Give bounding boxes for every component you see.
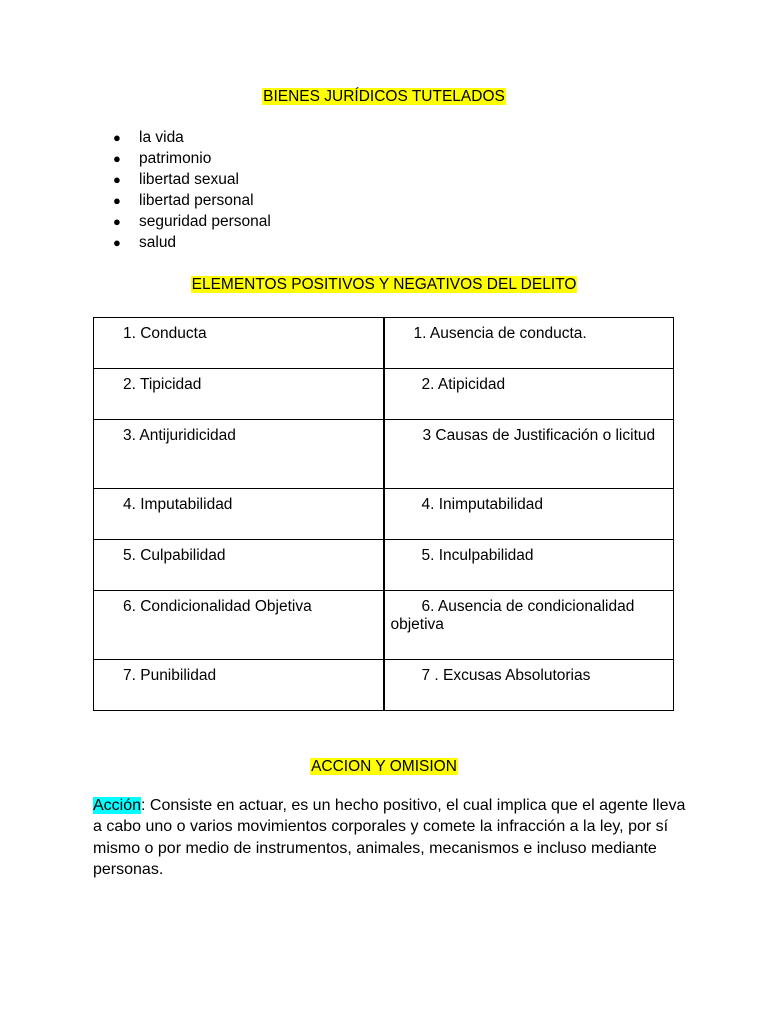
bullet-icon: ● <box>113 130 121 145</box>
heading-bienes-juridicos <box>0 87 768 107</box>
list-item-text: la vida <box>139 129 184 146</box>
negative-cell: 1. Ausencia de conducta. <box>384 318 674 369</box>
positive-cell: 5. Culpabilidad <box>94 540 384 591</box>
heading-text: ELEMENTOS POSITIVOS Y NEGATIVOS DEL DELITO <box>191 276 577 293</box>
list-item <box>113 190 271 211</box>
positive-cell: 4. Imputabilidad <box>94 489 384 540</box>
positive-cell: 7. Punibilidad <box>94 660 384 711</box>
table-row <box>94 318 674 369</box>
heading-text: ACCION Y OMISION <box>311 758 457 775</box>
bullet-icon: ● <box>113 193 121 208</box>
list-item-text: salud <box>139 234 177 251</box>
list-item <box>113 127 271 148</box>
accion-paragraph <box>93 795 693 880</box>
table-row <box>94 489 674 540</box>
heading-text: BIENES JURÍDICOS TUTELADOS <box>263 88 505 105</box>
positive-cell: 1. Conducta <box>94 318 384 369</box>
positive-cell: 2. Tipicidad <box>94 369 384 420</box>
negative-cell: 3 Causas de Justificación o licitud <box>384 420 674 489</box>
term-accion: Acción <box>93 797 142 814</box>
table-row <box>94 420 674 489</box>
positive-cell: 3. Antijuridicidad <box>94 420 384 489</box>
bullet-icon: ● <box>113 151 121 166</box>
table-row <box>94 660 674 711</box>
list-item <box>113 148 271 169</box>
elementos-table <box>93 317 674 711</box>
list-item-text: libertad sexual <box>139 171 239 188</box>
negative-cell: 7 . Excusas Absolutorias <box>384 660 674 711</box>
bullet-icon: ● <box>113 235 121 250</box>
bullet-icon: ● <box>113 172 121 187</box>
heading-elementos-delito <box>0 275 768 295</box>
negative-cell: 6. Ausencia de condicionalidad objetiva <box>384 591 674 660</box>
definition-text: : Consiste en actuar, es un hecho positivo, el cual implica que el agente lleva a cabo uno o varios movimientos corporales y comete la infracción a la ley, por sí mismo o por medio de instrumentos, animales, mecanismos e incluso mediante personas. <box>93 797 686 878</box>
list-item-text: seguridad personal <box>139 213 271 230</box>
negative-cell: 4. Inimputabilidad <box>384 489 674 540</box>
list-item-text: patrimonio <box>139 150 212 167</box>
heading-accion-omision <box>0 757 768 777</box>
list-item-text: libertad personal <box>139 192 254 209</box>
bullet-icon: ● <box>113 214 121 229</box>
list-item <box>113 232 271 253</box>
bienes-list <box>113 127 271 253</box>
negative-cell: 2. Atipicidad <box>384 369 674 420</box>
table-row <box>94 369 674 420</box>
list-item <box>113 169 271 190</box>
positive-cell: 6. Condicionalidad Objetiva <box>94 591 384 660</box>
table-row <box>94 540 674 591</box>
table-row <box>94 591 674 660</box>
list-item <box>113 211 271 232</box>
negative-cell: 5. Inculpabilidad <box>384 540 674 591</box>
